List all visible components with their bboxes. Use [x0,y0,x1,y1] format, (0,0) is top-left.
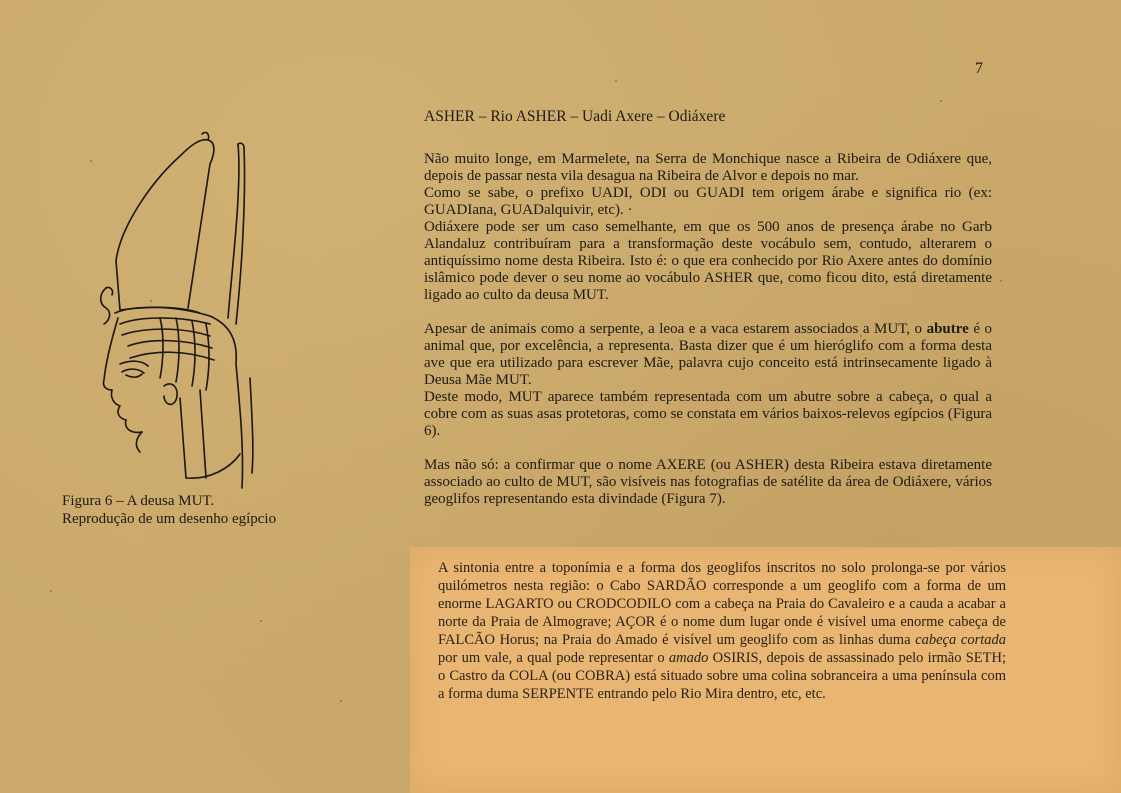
note-text [438,559,1006,703]
main-text [424,108,992,508]
paragraph-4 [424,321,992,389]
mut-drawing [60,128,300,498]
paragraph-5: Deste modo, MUT aparece também representada com um abutre sobre a cabeça, o qual a cobre com as suas asas protetoras, como se constata em vários baixos-relevos egípcios (Figura 6). [424,389,992,439]
note-text-3: por um vale, a qual pode representar o [438,650,665,666]
section-heading: ASHER – Rio ASHER – Uadi Axere – Odiáxere [424,108,726,125]
abutre-bold: abutre [926,321,969,337]
note-italic-cabeca: cabeça cortada [915,632,1006,648]
caption-line-2: Reprodução de um desenho egípcio [62,511,277,527]
page-number: 7 [975,60,983,77]
caption-line-1: Figura 6 – A deusa MUT. [62,493,215,509]
pasted-note [410,547,1121,793]
paragraph-2: Como se sabe, o prefixo UADI, ODI ou GUADI tem origem árabe e significa rio (ex: GUADIana, GUADalquivir, etc). · [424,185,992,218]
note-text-5: OSIRIS, depois de assassinado pelo irmão SETH; o Castro da COLA (ou COBRA) está situado sobre uma colina sobranceira a uma península com a forma duma SERPENTE entrando pelo Rio Mira dentro, etc, etc. [438,650,1007,702]
figure-caption [62,492,276,528]
paragraph-6: Mas não só: a confirmar que o nome AXERE (ou ASHER) desta Ribeira estava diretamente associado ao culto de MUT, são visíveis nas fotografias de satélite da área de Odiáxere, vários geoglifos representando esta divindade (Figura 7). [424,457,992,507]
paragraph-3: Odiáxere pode ser um caso semelhante, em que os 500 anos de presença árabe no Garb Alandaluz contribuíram para a transformação deste vocábulo sem, contudo, alterarem o antiquíssimo nome desta Ribeira. Isto é: o que era conhecido por Rio Axere antes do domínio islâmico pode dever o seu nome ao vocábulo ASHER que, como ficou dito, está diretamente ligado ao culto da deusa MUT. [424,219,992,303]
paragraph-4-end: é o animal que, por excelência, a representa. Basta dizer que é um hieróglifo com a forma desta ave que era utilizado para escrever Mãe, palavra cujo conceito está intrinsecamente ligado à Deusa Mãe MUT. [424,321,992,388]
paragraph-1: Não muito longe, em Marmelete, na Serra de Monchique nasce a Ribeira de Odiáxere que, depois de passar nesta vila desagua na Ribeira de Alvor e depois no mar. [424,151,992,184]
note-italic-amado: amado [668,650,709,666]
note-text-1: A sintonia entre a toponímia e a forma dos geoglifos inscritos no solo prolonga-se por vários quilómetros nesta região: o Cabo SARDÃO corresponde a um geoglifo com a forma de um enorme LAGARTO ou CRODCODILO com a cabeça na Praia do Cavaleiro e a cauda a acabar a norte da Praia de Almograve; AÇOR é o nome dum lugar onde é visível uma enorme cabeça de FALCÃO Horus; na Praia do Amado é visível um geoglifo com as linhas duma [438,560,1006,648]
paragraph-4-start: Apesar de animais como a serpente, a leoa e a vaca estarem associados a MUT, o [424,321,923,337]
